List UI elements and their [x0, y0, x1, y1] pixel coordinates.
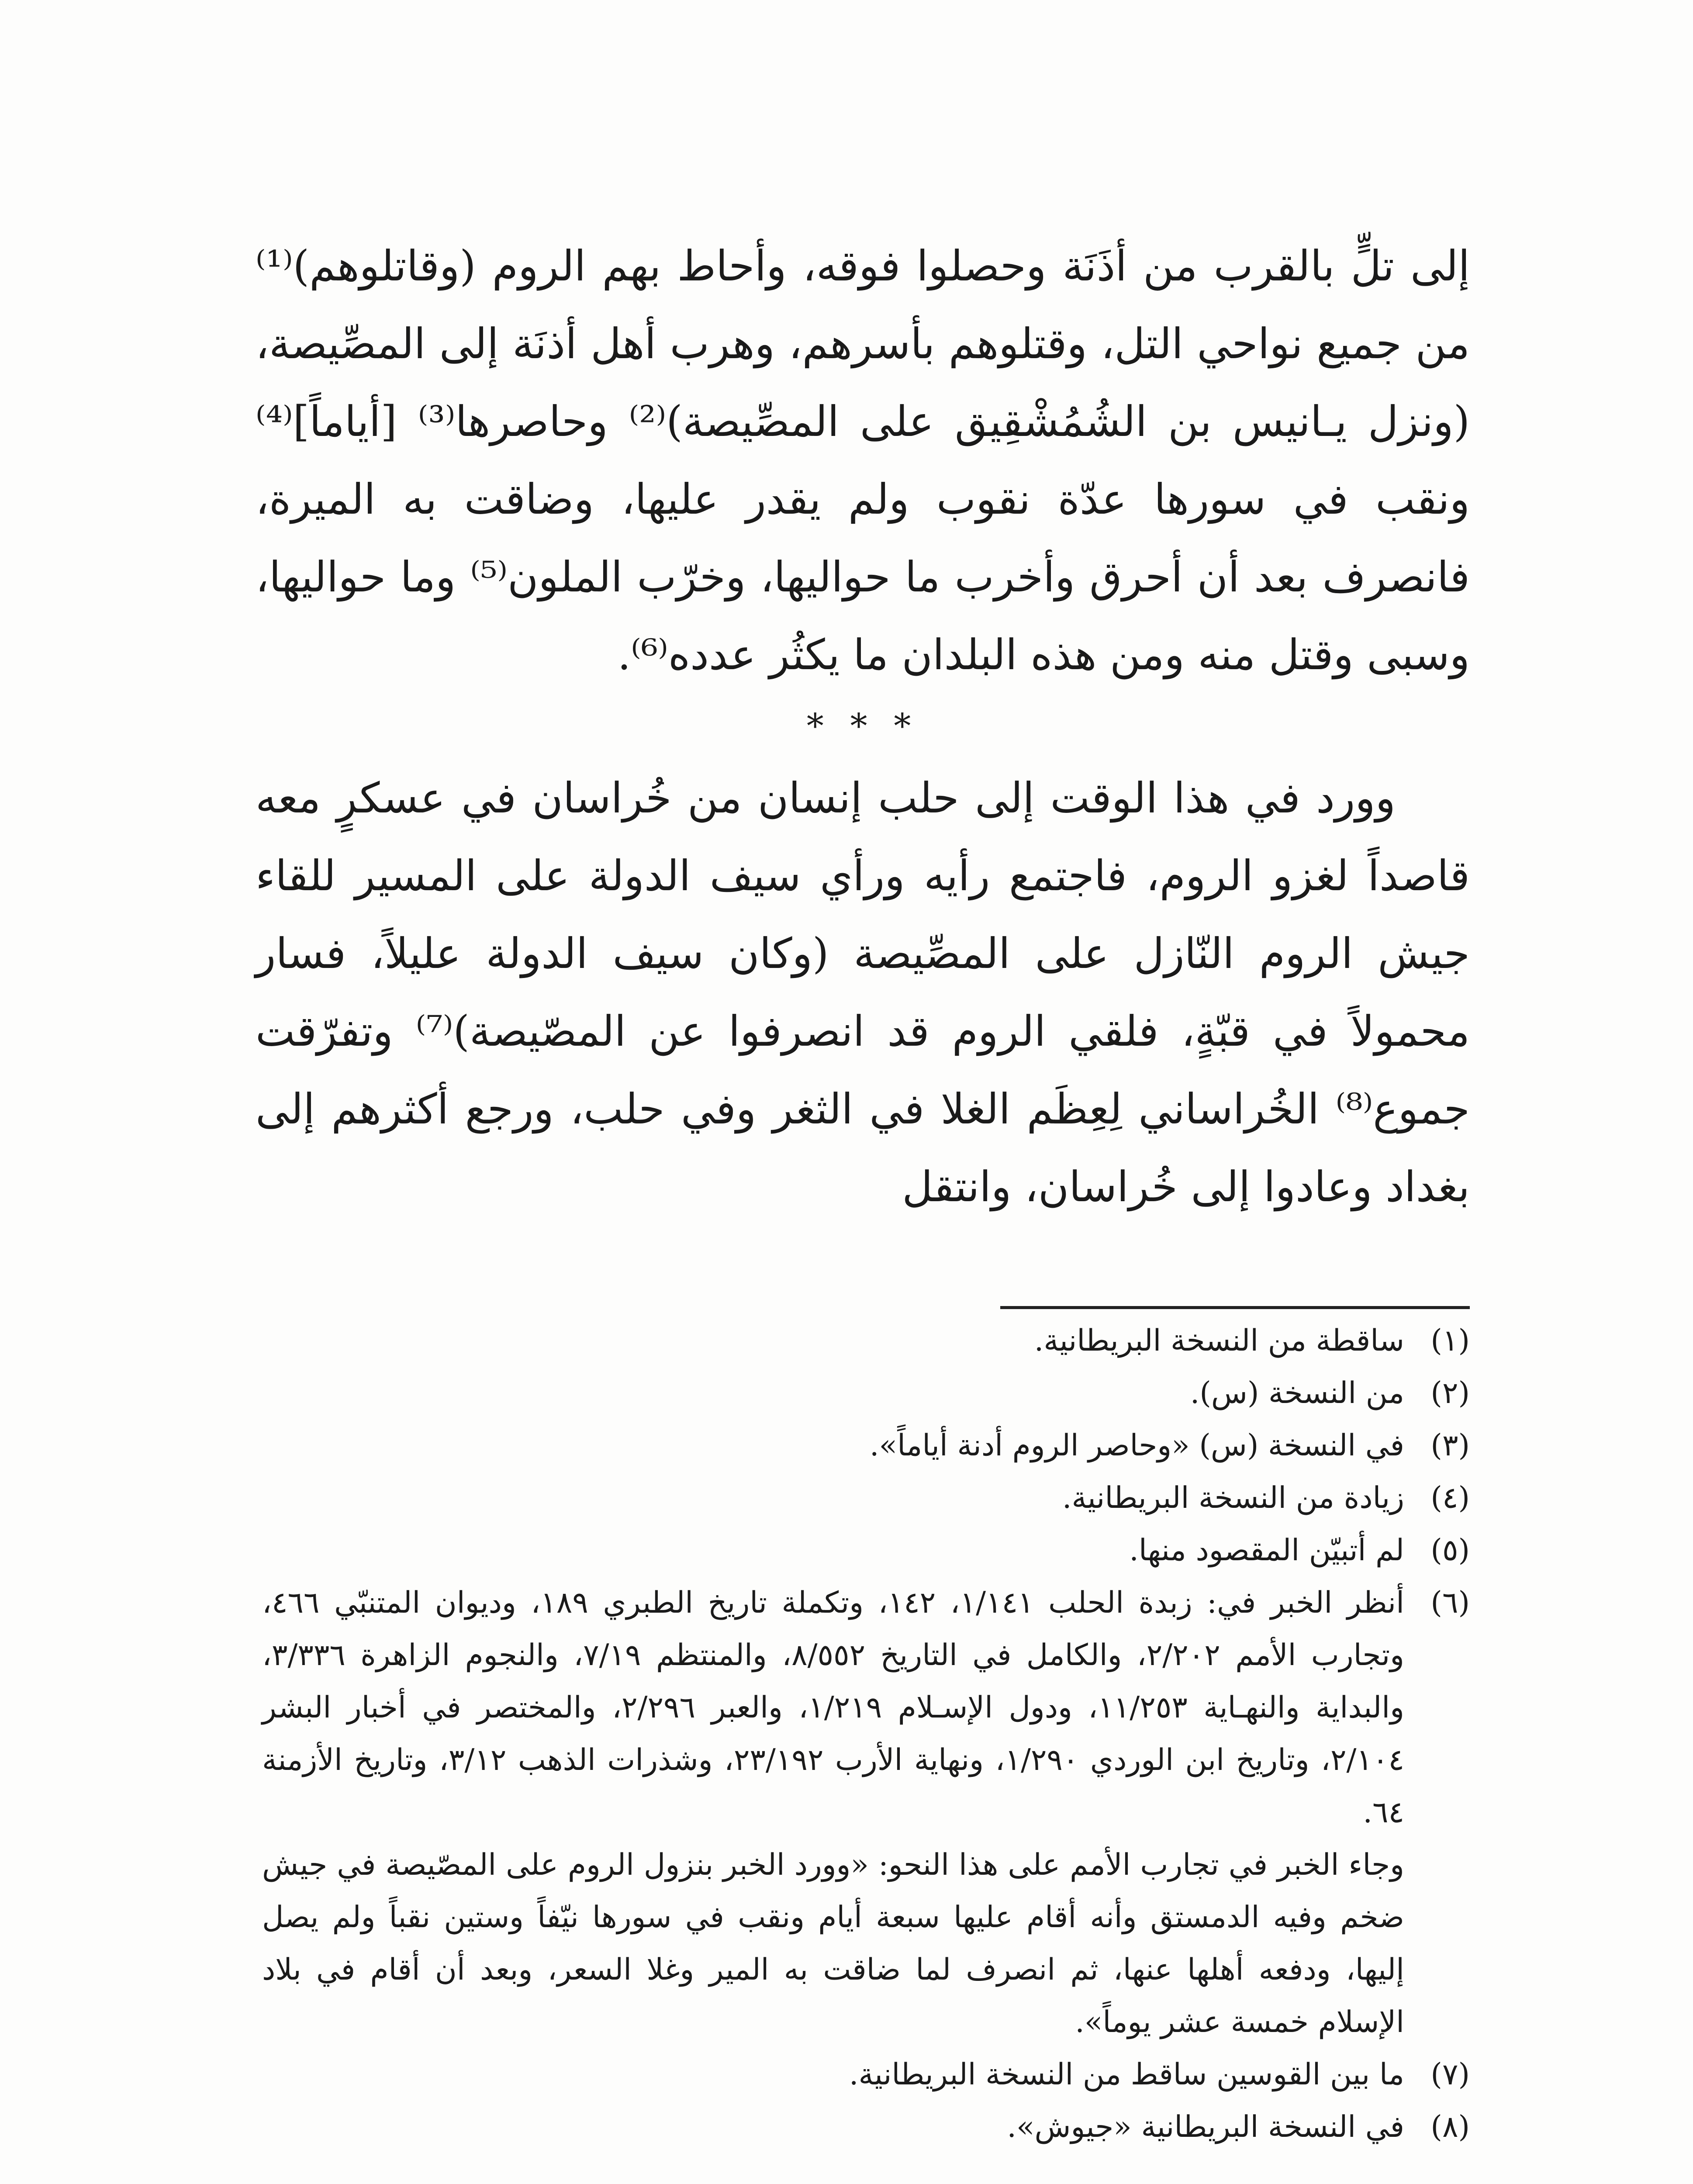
footnote-7 — [262, 2049, 1470, 2101]
paragraph: إلى تلٍّ بالقرب من أذَنَة وحصلوا فوقه، وأحاط بهم الروم (وقاتلوهم)⁽¹⁾ من جميع نواحي التل، وقتلوهم بأسرهم، وهرب أهل أذنَة إلى المصِّيصة، (ونزل يـانيس بن الشُمُشْقِيق على المصِّيصة)⁽²⁾ وحاصرها⁽³⁾ [أياماً]⁽⁴⁾ ونقب في سورها عدّة نقوب ولم يقدر عليها، وضاقت به الميرة، فانصرف بعد أن أحرق وأخرب ما حواليها، وخرّب الملون⁽⁵⁾ وما حواليها، وسبى وقتل منه ومن هذه البلدان ما يكثُر عدده⁽⁶⁾. — [256, 242, 1470, 679]
footnote-4 — [262, 1472, 1470, 1524]
footnote-3 — [262, 1420, 1470, 1472]
footnote-number: (٢) — [1430, 1376, 1470, 1410]
footnote-number: (١) — [1430, 1324, 1470, 1358]
footnote-text: لم أتبيّن المقصود منها. — [1129, 1533, 1404, 1568]
footnote-number: (٧) — [1430, 2057, 1470, 2092]
footnote-number: (٨) — [1430, 2110, 1470, 2144]
footnotes-list — [262, 1315, 1470, 2153]
footnote-divider — [1000, 1306, 1470, 1309]
footnote-text: من النسخة (س). — [1190, 1376, 1404, 1410]
section-separator: * * * — [806, 707, 919, 746]
footnote-text: ما بين القوسين ساقط من النسخة البريطانية. — [849, 2057, 1404, 2092]
footnote-quote: وجاء الخبر في تجارب الأمم على هذا النحو: «وورد الخبر بنزول الروم على المصّيصة في جيش ضخم وفيه الدمستق وأنه أقام عليها سبعة أيام ونقب في سورها نيّفاً وستين نقباً ولم يصل إليها، ودفعه أهلها عنها، ثم انصرف لما ضاقت به المير وغلا السعر، وبعد أن أقام في بلاد الإسلام خمسة عشر يوماً». — [262, 1848, 1404, 2039]
footnote-8 — [262, 2101, 1470, 2153]
footnote-number: (٤) — [1430, 1481, 1470, 1515]
footnote-text: في النسخة (س) «وحاصر الروم أدنة أياماً». — [869, 1428, 1404, 1463]
footnote-text: أنظر الخبر في: زبدة الحلب ١/١٤١، ١٤٢، وتكملة تاريخ الطبري ١٨٩، وديوان المتنبّي ٤٦٦، وتجارب الأمم ٢/٢٠٢، والكامل في التاريخ ٨/٥٥٢، والمنتظم ٧/١٩، والنجوم الزاهرة ٣/٣٣٦، والبداية والنهـاية ١١/٢٥٣، ودول الإسـلام ١/٢١٩، والعبر ٢/٢٩٦، والمختصر في أخبار البشر ٢/١٠٤، وتاريخ ابن الوردي ١/٢٩٠، ونهاية الأرب ٢٣/١٩٢، وشذرات الذهب ٣/١٢، وتاريخ الأزمنة ٦٤. — [262, 1586, 1405, 1830]
paragraph: وورد في هذا الوقت إلى حلب إنسان من خُراسان في عسكرٍ معه قاصداً لغزو الروم، فاجتمع رأيه ورأي سيف الدولة على المسير للقاء جيش الروم النّازل على المصِّيصة (وكان سيف الدولة عليلاً، فسار محمولاً في قبّةٍ، فلقي الروم قد انصرفوا عن المصّيصة)⁽⁷⁾ وتفرّقت جموع⁽⁸⁾ الخُراساني لِعِظَم الغلا في الثغر وفي حلب، ورجع أكثرهم إلى بغداد وعادوا إلى خُراسان، وانتقل — [256, 774, 1470, 1211]
footnote-number: (٣) — [1430, 1428, 1470, 1463]
footnote-text: زيادة من النسخة البريطانية. — [1062, 1481, 1404, 1515]
footnote-number: (٦) — [1430, 1586, 1470, 1620]
main-text — [256, 227, 1470, 1226]
footnote-number: (٥) — [1430, 1533, 1470, 1568]
footnote-text: ساقطة من النسخة البريطانية. — [1034, 1324, 1404, 1358]
footnote-2 — [262, 1367, 1470, 1420]
footnote-text: في النسخة البريطانية «جيوش». — [1007, 2110, 1404, 2144]
footnote-5 — [262, 1524, 1470, 1577]
footnote-6 — [262, 1577, 1470, 2049]
footnote-1 — [262, 1315, 1470, 1367]
